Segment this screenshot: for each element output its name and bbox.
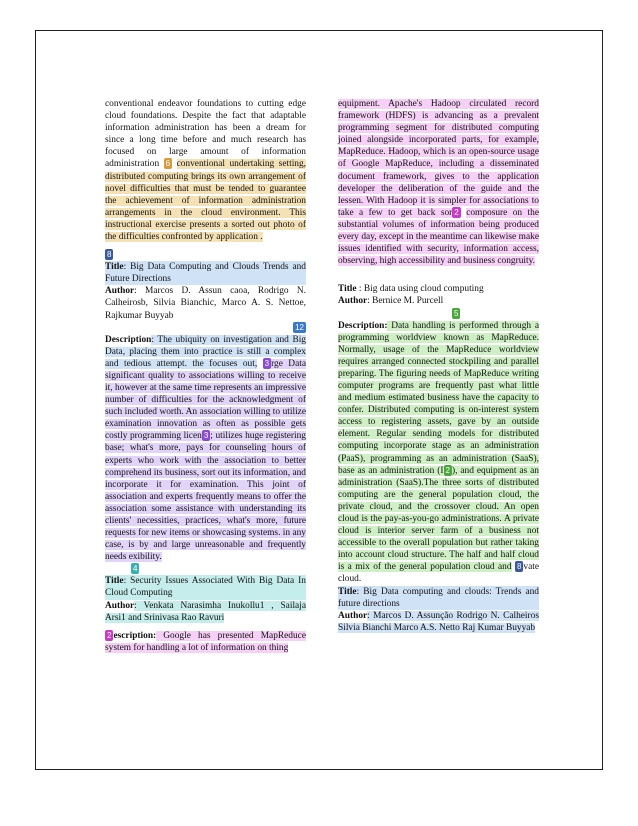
annotation-tag: 8: [516, 562, 522, 572]
annotation-tag: 3: [203, 431, 209, 441]
annotation-tag: 4: [133, 564, 138, 574]
paragraph: [338, 98, 539, 267]
reference-title: Title: Big Data Computing and Clouds Trends and Future Directions: [105, 262, 306, 285]
paragraph-text: conventional endeavor foundations to cutting edge cloud foundations. Despite the fact that adaptable information administration has been a dream for since a long time before and much research has focused on large amount of information administration: [105, 99, 306, 170]
reference-author: Author: Marcos D. Assunção Rodrigo N. Calheiros Silvia Bianchi Marco A.S. Netto Raj Kumar Buyyab: [338, 610, 539, 633]
paragraph: [105, 98, 306, 243]
highlighted-text: equipment. Apache's Hadoop circulated record framework (HDFS) is advancing as a prevalent programming segment for distributed computing joined alongside incorporated parts, for example, MapReduce. Hadoop, which is an open-source usage of Google MapReduce, including a disseminated document framework, gives to the application developer the deliberation of the guide and the lessen. With Hadoop it is simpler for associations to take a few to get back sor: [338, 99, 539, 218]
reference-title: Title: Security Issues Associated With Big Data In Cloud Computing: [105, 576, 306, 599]
annotation-tag: 3: [264, 358, 270, 368]
reference-author: Author: Bernice M. Purcell: [338, 296, 444, 307]
highlighted-text: composure on the substantial volumes of information being produced every day, except in the meantime can likewise make issues identified with security, information access, observing, high accessibility and business congruity.: [338, 207, 540, 267]
description-paragraph: Description: The ubiquity on investigation and Big Data, placing them into practice is still a complex and tedious attempt. the focuses out, 3 rge Data significant quality to associations willing to receive it, however at the same time represents an impressive number of difficulties for the acknowledgment of such included worth. An association willing to utilize examination innovation as often as possible gets costly programming licen 3 ; utilizes huge registering base; what's more, pays for counseling hours of experts who work with the association to better comprehend its business, sort out its information, and incorporate it for examination. This joint of association and experts frequently means to offer the association some assistance with understanding its clients' necessities, practices, what's more, future requests for new items or showcasing systems. in any case, is by and large unreasonable and frequently needs exibility.: [105, 334, 306, 563]
annotation-tag: 2: [107, 630, 112, 640]
left-column: [105, 98, 306, 654]
description-paragraph: 2 escription: Google has presented MapReduce system for handling a lot of information on thing: [105, 630, 306, 653]
annotation-tag: 12: [295, 322, 304, 332]
annotation-tag: 2: [454, 207, 459, 217]
annotation-tag: 6: [165, 159, 171, 169]
reference-title: Title: Big Data computing and clouds: Trends and future directions: [338, 586, 539, 609]
right-column: [338, 98, 539, 634]
reference-author: Author: Marcos D. Assun caoa, Rodrigo N. Calheirosb, Silvia Bianchic, Marco A. S. Nettoe, Rajkumar Buyyab: [105, 286, 306, 321]
annotation-tag: 8: [107, 250, 112, 260]
reference-title: Title : Big data using cloud computing: [338, 284, 484, 295]
description-paragraph: Description: Data handling is performed through a programming worldview known as MapReduce. Normally, usage of the MapReduce worldview requires arranged connected stockpiling and parallel preparing. The figuring needs of MapReduce writing computer programs are frequently past what little and medium estimated business have the capacity to confer. Distributed computing is on-interest system access to registering assets, gave by an outside element. Regular sending models for distributed computing incorporate stage as an administration (PaaS), programming as an administration (SaaS), base as an administration (I 2 ), and equipment as an administration (SaaS).The three sorts of distributed computing are the general population cloud, the private cloud, and the crossover cloud. An open cloud is the pay-as-you-go administrations. A private cloud is interior server farm of a business not accessible to the overall population but rather taking into account cloud structure. The half and half cloud is a mix of the general population cloud and 8 vate cloud.: [338, 320, 540, 585]
annotation-tag: 5: [454, 308, 459, 318]
highlighted-text: conventional undertaking setting, distributed computing brings its own arrangement of novel difficulties that must be tended to guarantee the achievement of information administration arrangements in the cloud environment. This instructional exercise presents a sorted out photo of the difficulties confronted by application .: [105, 159, 307, 243]
annotation-tag: 2: [445, 465, 450, 475]
reference-author: Author: Venkata Narasimha Inukollu1 , Sailaja Arsi1 and Srinivasa Rao Ravuri: [105, 600, 306, 623]
